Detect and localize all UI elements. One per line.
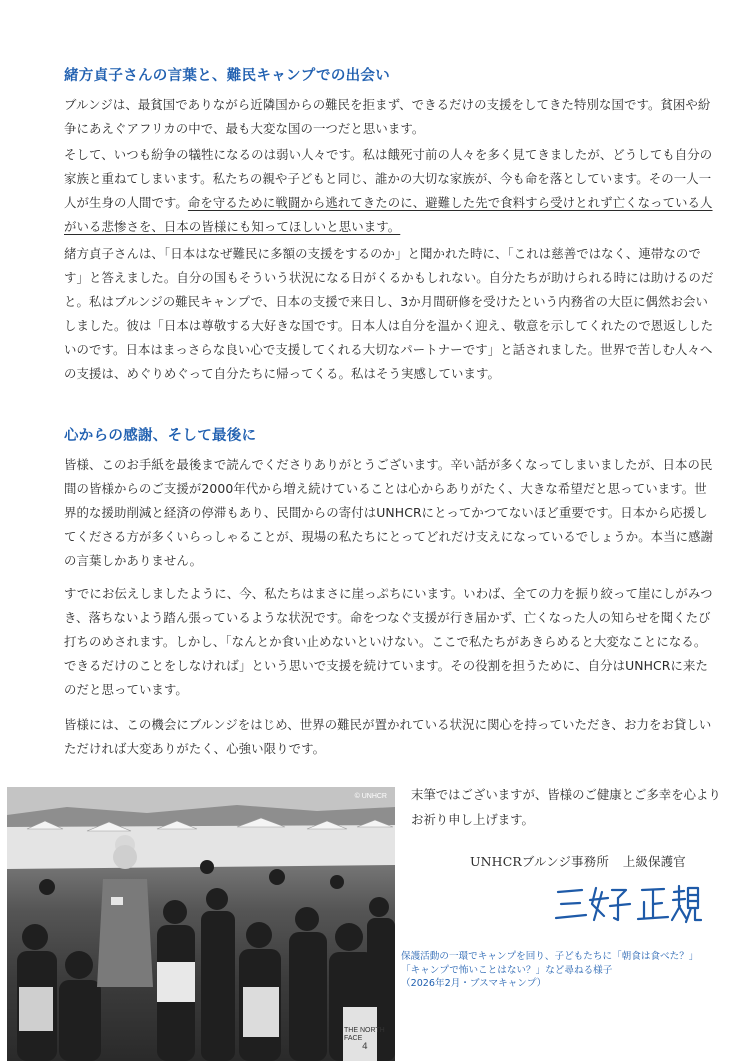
section-heading-ogata: 緒方貞子さんの言葉と、難民キャンプでの出会い [64,68,391,84]
section-heading-thanks: 心からの感謝、そして最後に [64,428,257,444]
closing-remarks: 末筆ではございますが、皆様のご健康とご多幸を心よりお祈り申し上げます。 [411,787,721,827]
photo-illustration [7,787,395,1061]
refugee-camp-photo [7,787,395,1061]
underlined-appeal-text: 命を守るために戦闘から逃れてきたのに、避難した先で食料すら受けとれず亡くなっている人がいる悲惨さを、日本の皆様にも知ってほしいと思います。 [64,195,713,234]
paragraph-solidarity: 緒方貞子さんは、「日本はなぜ難民に多額の支援をするのか」と聞かれた時に、「これは慈善ではなく、連帯なのです」と答えました。自分の国もそういう状況になる日がくるかもしれない。自分たちが助けられる時には助けるのだと。私はブルンジの難民キャンプで、日本の支援で来日し、3か月間研修を受けたという内務省の大臣に偶然お会いしました。彼は「日本は尊敬する大好きな国です。日本人は自分を温かく迎え、敬意を示してくれたので恩返ししたいのです。日本はまっさらな良い心で支援してくれる大切なパートナーです」と話されました。世界で苦しむ人々への支援は、めぐりめぐって自分たちに帰ってくる。私はそう実感しています。 [64,246,714,381]
office-name: UNHCRブルンジ事務所 [470,854,609,869]
photo-credit: © UNHCR [354,793,387,800]
position-title: 上級保護官 [622,854,686,869]
paragraph-victims [64,143,714,239]
paragraph-victims-text: そして、いつも紛争の犠牲になるのは弱い人々です。私は餓死寸前の人々を多く見てきましたが、どうしても自分の家族と重ねてしまいます。私たちの親や子どもと同じ、誰かの大切な家族が、今も命を落としています。その一人一人が生身の人間です。 [64,147,713,210]
caption-line: 「キャンプで怖いことはない？」など尋ねる様子 [401,964,613,976]
paragraph-burundi-intro: ブルンジは、最貧国でありながら近隣国からの難民を拒まず、できるだけの支援をしてきた特別な国です。貧困や紛争にあえぐアフリカの中で、最も大変な国の一つだと思います。 [64,97,711,136]
handwritten-signature [552,878,702,928]
shirt-print-text: THE NORTH FACE [344,1027,385,1042]
paragraph-cliff-edge: すでにお伝えしましたように、今、私たちはまさに崖っぷちにいます。いわば、全ての力を振り絞って崖にしがみつき、落ちないよう踏ん張っているような状況です。命をつなぐ支援が行き届かず、亡くなった人の知らせを聞くたび打ちのめされます。しかし、「なんとか食い止めないといけない。ここで私たちがあきらめると大変なことになる。できるだけのことをしなければ」という思いで支援を続けています。その役割を担うために、自分はUNHCRに来たのだと思っています。 [64,586,713,697]
signatory-title [470,852,686,870]
caption-line: 保護活動の一環でキャンプを回り、子どもたちに「朝食は食べた？」 [401,951,699,962]
page-number: 4 [362,1042,368,1052]
paragraph-request: 皆様には、この機会にブルンジをはじめ、世界の難民が置かれている状況に関心を持っていただき、お力をお貸しいただければ大変ありがたく、心強い限りです。 [64,717,712,756]
photo-caption [401,950,741,991]
caption-line: （2026年2月・ブスマキャンプ） [401,978,547,989]
paragraph-thanks: 皆様、このお手紙を最後まで読んでくださりありがとうございます。辛い話が多くなってしまいましたが、日本の民間の皆様からのご支援が2000年代から増え続けていることは心からありがたく、大きな希望だと思っています。世界的な援助削減と経済の停滞もあり、民間からの寄付はUNHCRにとってかつてないほど重要です。日本から応援してくださる方が多くいらっしゃることが、現場の私たちにとってどれだけ支えになっているでしょうか。本当に感謝の言葉しかありません。 [64,457,714,568]
